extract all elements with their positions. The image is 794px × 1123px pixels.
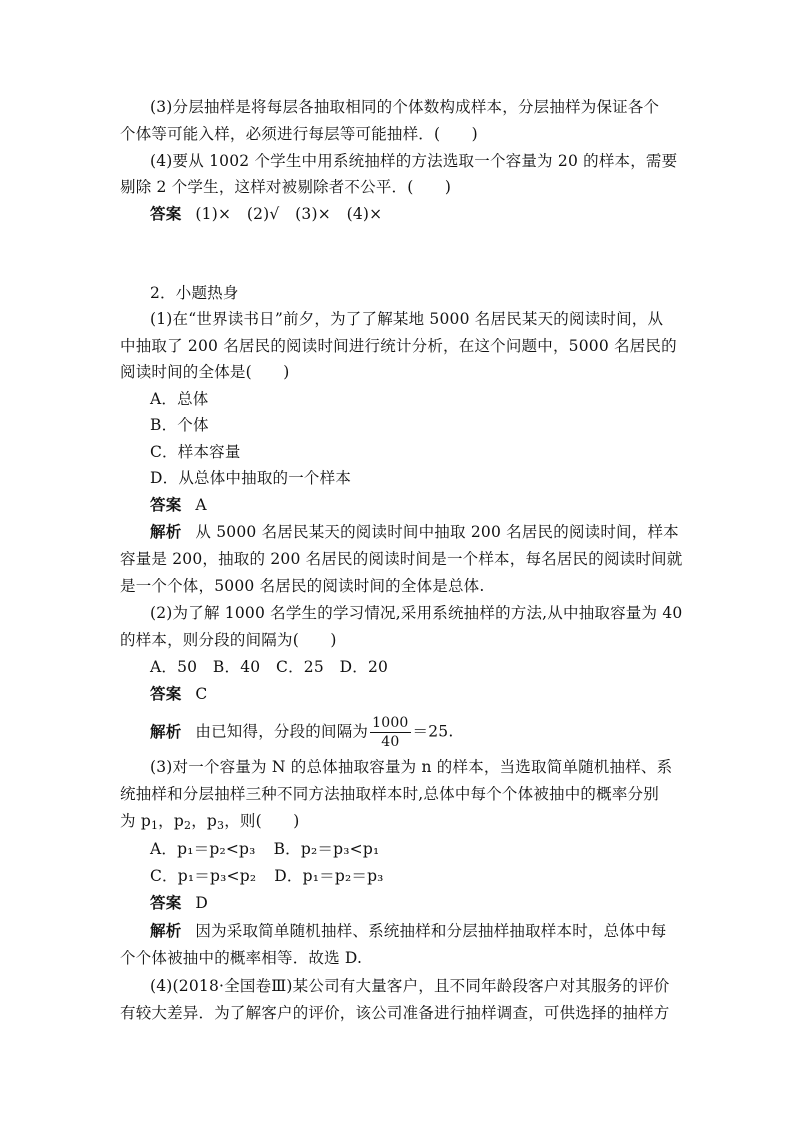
q4-statement-line1: (4)要从 1002 个学生中用系统抽样的方法选取一个容量为 20 的样本，需要 (150, 152, 678, 170)
q1-line2: 中抽取了 200 名居民的阅读时间进行统计分析，在这个问题中，5000 名居民的 (120, 337, 677, 355)
answer-label: 答案 (150, 684, 182, 703)
q3-analysis-line1 (150, 920, 680, 942)
fraction-denominator: 40 (381, 734, 400, 750)
q3-answer (150, 892, 680, 914)
part1-answer (150, 203, 680, 225)
q4-line2: 有较大差异．为了解客户的评价，该公司准备进行抽样调查，可供选择的抽样方 (120, 1004, 670, 1022)
q1-option-a: A．总体 (150, 390, 209, 408)
fraction (370, 714, 410, 751)
answer-value: C (195, 685, 208, 703)
analysis-label: 解析 (150, 721, 182, 741)
q3-option-d: D．p₁＝p₂＝p₃ (274, 867, 384, 885)
q3-line1: (3)对一个容量为 N 的总体抽取容量为 n 的样本，当选取简单随机抽样、系 (150, 758, 673, 776)
q1-analysis-line3: 是一个个体，5000 名居民的阅读时间的全体是总体. (120, 577, 485, 595)
analysis-text: 由已知得，分段的间隔为 (195, 722, 369, 741)
section-heading: 2．小题热身 (150, 284, 239, 302)
q3-option-a: A．p₁＝p₂<p₃ (150, 840, 256, 858)
q1-option-c: C．样本容量 (150, 443, 241, 461)
q1-analysis-line2: 容量是 200，抽取的 200 名居民的阅读时间是一个样本，每名居民的阅读时间就 (120, 550, 683, 568)
q2-line1: (2)为了解 1000 名学生的学习情况,采用系统抽样的方法,从中抽取容量为 40 (150, 604, 683, 622)
q1-line1: (1)在“世界读书日”前夕，为了了解某地 5000 名居民某天的阅读时间，从 (150, 310, 664, 328)
q2-answer (150, 683, 680, 705)
q4-line1: (4)(2018·全国卷Ⅲ)某公司有大量客户，且不同年龄段客户对其服务的评价 (150, 977, 670, 995)
fraction-numerator: 1000 (372, 715, 409, 731)
analysis-result: ＝25. (412, 722, 454, 741)
answer-value: (1)× (2)√ (3)× (4)× (195, 205, 383, 223)
q4-statement-line2: 剔除 2 个学生，这样对被剔除者不公平．( ) (120, 178, 452, 196)
answer-value: A (195, 496, 207, 514)
q1-line3: 阅读时间的全体是( ) (120, 363, 290, 381)
q3-option-c: C．p₁＝p₃<p₂ (150, 867, 257, 885)
answer-label: 答案 (150, 204, 182, 223)
q3-text: 为 p (120, 812, 151, 830)
q3-options-cd (150, 865, 710, 887)
q3-text: ，p (158, 812, 184, 830)
q3-text: ，p (191, 812, 218, 830)
q3-line2: 统抽样和分层抽样三种不同方法抽取样本时,总体中每个个体被抽中的概率分别 (120, 785, 659, 803)
q2-options: A．50 B．40 C．25 D．20 (150, 658, 389, 676)
analysis-text: 从 5000 名居民某天的阅读时间中抽取 200 名居民的阅读时间，样本 (195, 523, 679, 541)
subscript: 3 (217, 819, 225, 832)
q3-analysis-line2: 个个体被抽中的概率相等．故选 D. (120, 949, 363, 967)
q3-statement-line1: (3)分层抽样是将每层各抽取相同的个体数构成样本，分层抽样为保证各个 (150, 98, 660, 116)
q1-answer (150, 494, 680, 516)
q2-line2: 的样本，则分段的间隔为( ) (120, 631, 337, 649)
q1-option-b: B．个体 (150, 416, 209, 434)
q3-text: ，则( ) (224, 812, 300, 830)
analysis-label: 解析 (150, 921, 182, 940)
answer-label: 答案 (150, 495, 182, 514)
q3-options-ab (150, 838, 710, 860)
q2-analysis (150, 714, 680, 751)
q3-line3 (120, 810, 680, 837)
answer-value: D (195, 894, 209, 912)
q1-option-d: D．从总体中抽取的一个样本 (150, 469, 352, 487)
q1-analysis-line1 (150, 521, 680, 543)
subscript: 2 (183, 819, 192, 832)
analysis-label: 解析 (150, 522, 182, 541)
subscript: 1 (150, 819, 159, 832)
answer-label: 答案 (150, 893, 182, 912)
analysis-text: 因为采取简单随机抽样、系统抽样和分层抽样抽取样本时，总体中每 (195, 922, 667, 940)
q3-option-b: B．p₂＝p₃<p₁ (273, 840, 380, 858)
q3-statement-line2: 个体等可能入样，必须进行每层等可能抽样．( ) (120, 125, 478, 143)
